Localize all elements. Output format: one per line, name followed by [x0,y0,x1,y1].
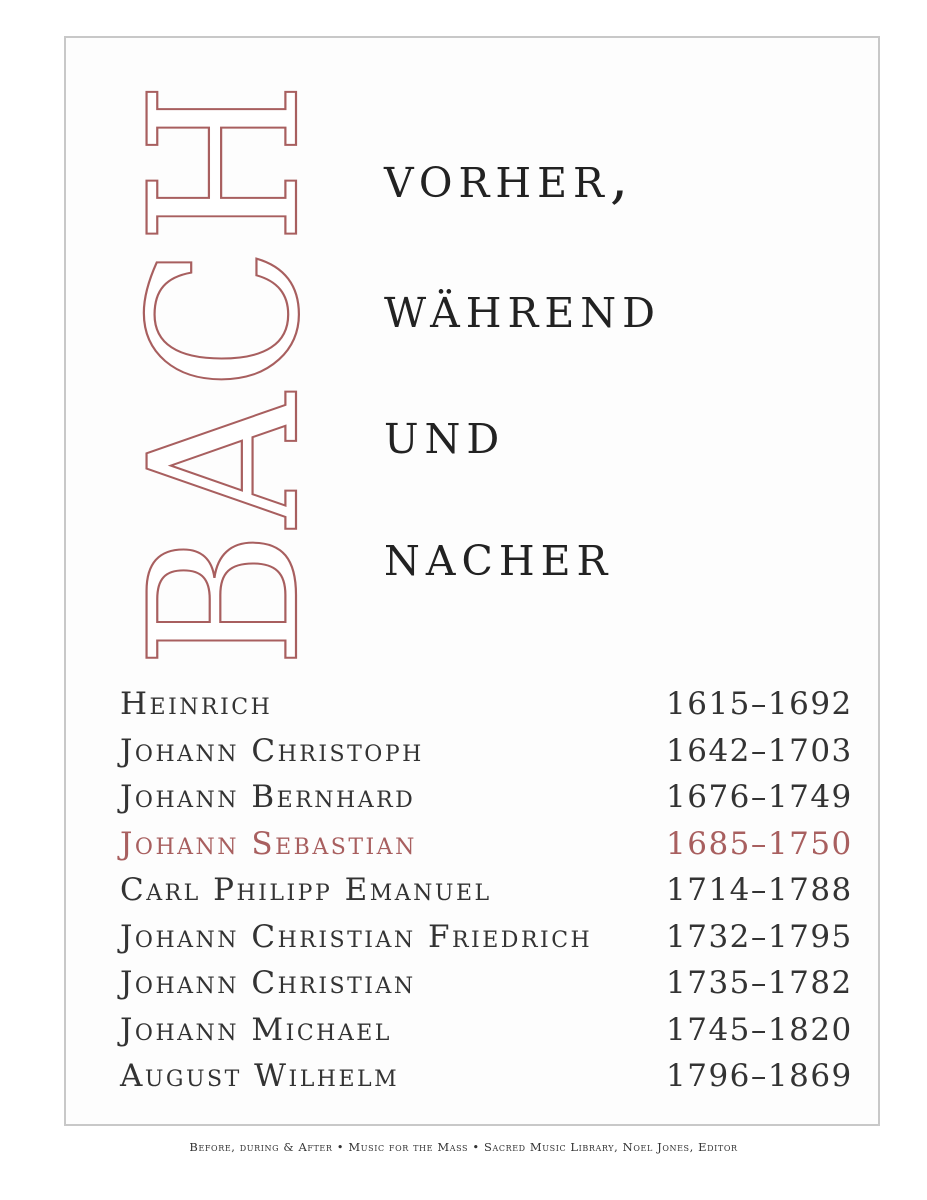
roster-name: Johann Christian [120,965,416,1001]
roster-row [120,965,860,1012]
headline-line-1: vorher, [384,143,635,211]
roster-dates: 1615–1692 [666,686,853,722]
roster-dates: 1745–1820 [666,1011,853,1048]
roster-row [120,1012,860,1059]
headline-line-3: und [384,399,506,467]
vertical-title-bach [107,17,345,670]
roster-dates: 1732–1795 [666,918,853,955]
roster-dates: 1676–1749 [666,779,853,815]
roster-name: Carl Philipp Emanuel [120,872,492,908]
headline-line-4: nacher [384,521,614,589]
roster-row [120,1058,860,1105]
footer-credits: Before, during & After • Music for the Mass • Sacred Music Library, Noel Jones, Editor [189,1140,738,1154]
roster-row [120,779,860,826]
roster-name: August Wilhelm [120,1058,400,1094]
roster-name: Heinrich [120,686,273,722]
bach-family-roster [120,686,860,1105]
headline-line-2: während [384,273,662,341]
roster-row [120,686,860,733]
roster-name: Johann Christoph [120,732,424,769]
roster-row [120,826,860,873]
roster-row [120,872,860,919]
roster-dates: 1796–1869 [666,1058,853,1094]
roster-dates: 1735–1782 [666,965,853,1001]
roster-name: Johann Bernhard [120,779,416,815]
roster-row [120,919,860,966]
roster-row [120,733,860,780]
vertical-title-text: BACH [107,17,345,668]
roster-name: Johann Christian Friedrich [120,918,593,955]
roster-dates: 1642–1703 [666,732,853,769]
roster-dates: 1714–1788 [666,872,853,908]
roster-name: Johann Sebastian [120,825,417,862]
roster-name: Johann Michael [120,1011,392,1048]
roster-dates: 1685–1750 [666,825,853,862]
